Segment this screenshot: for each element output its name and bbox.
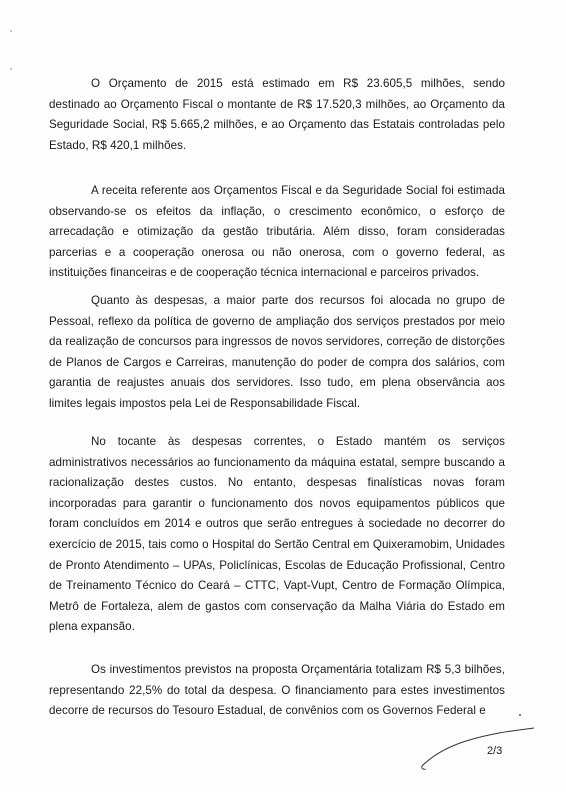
ink-dot xyxy=(519,714,521,716)
paragraph-investments: Os investimentos previstos na proposta Orçamentária totalizam R$ 5,3 bilhões, representando 22,5% do total da despesa. O financiamento para estes investimentos decorre de recursos do Tesouro Estadual, de convênios com os Governos Federal e xyxy=(49,663,505,718)
scan-speck xyxy=(10,68,12,70)
paragraph-budget-estimate: O Orçamento de 2015 está estimado em R$ 23.605,5 milhões, sendo destinado ao Orçamento Fiscal o montante de R$ 17.520,3 milhões, ao Orçamento da Seguridade Social, R$ 5.665,2 milhões, e ao Orçamento das Estatais controladas pelo Estado, R$ 420,1 milhões. xyxy=(49,77,505,152)
signature-mark xyxy=(418,722,538,772)
scan-speck xyxy=(10,30,12,32)
paragraph-revenue: A receita referente aos Orçamentos Fiscal e da Seguridade Social foi estimada observando-se os efeitos da inflação, o crescimento econômico, o esforço de arrecadação e otimização da gestão tributária. Além disso, foram consideradas parcerias e a cooperação onerosa ou não onerosa, com o governo federal, as instituições financeiras e de cooperação técnica internacional e parceiros privados. xyxy=(49,184,505,280)
paragraph-current-expenses: No tocante às despesas correntes, o Estado mantém os serviços administrativos necessários ao funcionamento da máquina estatal, sempre buscando a racionalização destes custos. No entanto, despesas finalísticas novas foram incorporadas para garantir o funcionamento dos novos equipamentos públicos que foram concluídos em 2014 e outros que serão entregues à sociedade no decorrer do exercício de 2015, tais como o Hospital do Sertão Central em Quixeramobim, Unidades de Pronto Atendimento – UPAs, Policlínicas, Escolas de Educação Profissional, Centro de Treinamento Técnico do Ceará – CTTC, Vapt-Vupt, Centro de Formação Olímpica, Metrô de Fortaleza, alem de gastos com conservação da Malha Viária do Estado em plena expansão. xyxy=(49,435,505,634)
page-number: 2/3 xyxy=(487,745,503,757)
paragraph-expenses-personnel: Quanto às despesas, a maior parte dos recursos foi alocada no grupo de Pessoal, reflexo da política de governo de ampliação dos serviços prestados por meio da realização de concursos para ingressos de novos servidores, correção de distorções de Planos de Cargos e Carreiras, manutenção do poder de compra dos salários, com garantia de reajustes anuais dos servidores. Isso tudo, em plena observância aos limites legais impostos pela Lei de Responsabilidade Fiscal. xyxy=(49,294,505,410)
